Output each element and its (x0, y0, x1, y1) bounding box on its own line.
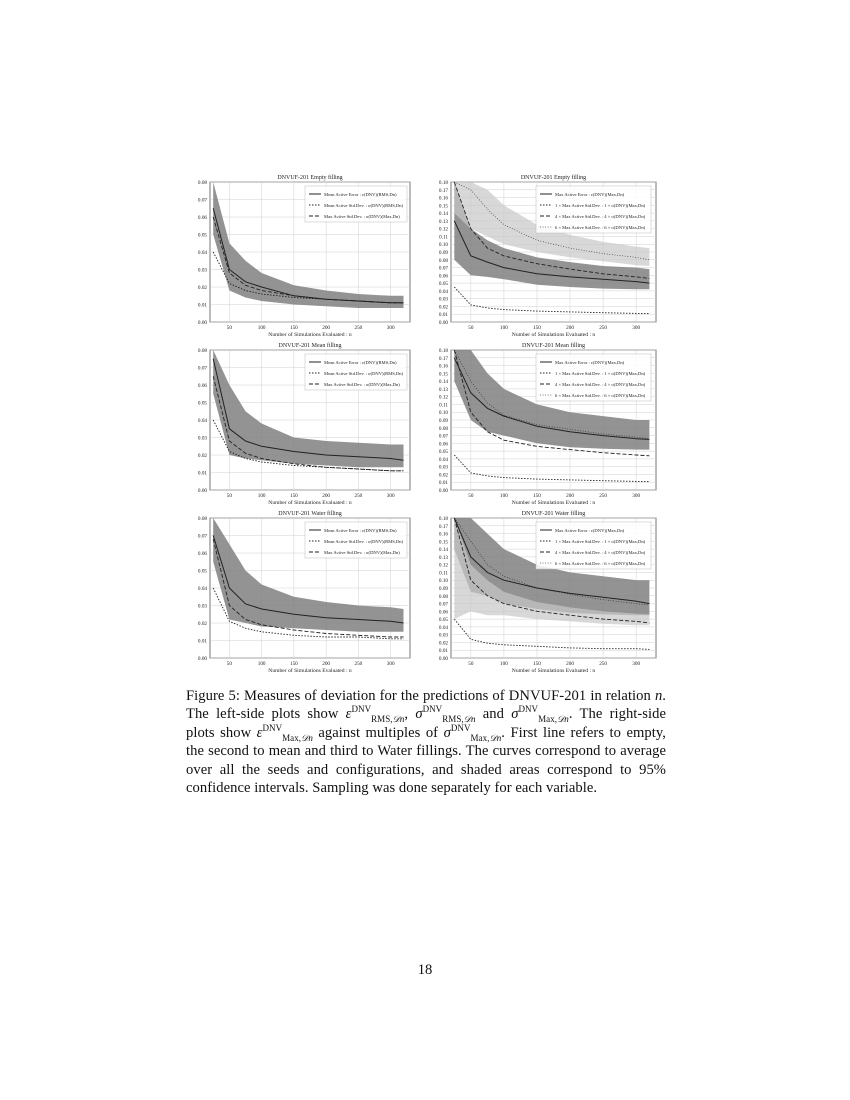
y-tick-label: 0.12 (438, 394, 448, 401)
x-axis-label: Number of Simulations Evaluated : n (511, 500, 596, 506)
x-tick-label: 150 (533, 493, 541, 499)
x-tick-label: 50 (468, 493, 474, 499)
y-tick-label: 0.18 (438, 180, 448, 186)
chart-title: DNVUF-201 Mean filling (278, 343, 342, 349)
y-tick-label: 0.00 (197, 488, 207, 494)
x-tick-label: 150 (289, 493, 298, 499)
x-tick-label: 250 (599, 661, 607, 667)
chart-title: DNVUF-201 Water filling (278, 511, 342, 517)
y-tick-label: 0.05 (197, 232, 207, 239)
y-tick-label: 0.14 (438, 211, 448, 218)
x-tick-label: 250 (354, 661, 363, 667)
chart-title: DNVUF-201 Empty filling (520, 175, 587, 181)
y-tick-label: 0.16 (438, 531, 448, 538)
y-tick-label: 0.06 (197, 215, 207, 221)
x-tick-label: 300 (386, 661, 395, 667)
legend-label: 1 × Max Active Std.Dev. : 1 × σ(DNV)(Max,Dn) (555, 371, 646, 376)
legend-label: 4 × Max Active Std.Dev. : 4 × σ(DNV)(Max,Dn) (555, 382, 646, 387)
legend-label: Mean Active Std.Dev. : σ(DNV)(RMS,Dn) (324, 203, 404, 208)
legend-label: 6 × Max Active Std.Dev. : 6 × σ(DNV)(Max,Dn) (555, 561, 646, 566)
y-tick-label: 0.01 (438, 312, 448, 319)
x-tick-label: 250 (354, 325, 363, 331)
y-tick-label: 0.06 (438, 609, 448, 616)
chart-panel-5 (198, 510, 410, 674)
x-tick-label: 300 (632, 325, 641, 331)
y-tick-label: 0.02 (438, 304, 448, 311)
x-tick-label: 100 (257, 325, 266, 331)
legend-label: 4 × Max Active Std.Dev. : 4 × σ(DNV)(Max,Dn) (555, 550, 646, 555)
y-tick-label: 0.08 (197, 180, 207, 186)
y-tick-label: 0.16 (438, 363, 448, 370)
y-tick-label: 0.13 (438, 554, 448, 561)
y-tick-label: 0.08 (197, 516, 207, 522)
y-tick-label: 0.18 (438, 516, 448, 522)
legend-label: Max Active Std.Dev. : σ(DNV)(Max,Dn) (324, 382, 400, 387)
sigma-max-symbol-2: $\sigma^{DNV}_{Max,𝒟n}$ (443, 722, 502, 743)
legend-label: 6 × Max Active Std.Dev. : 6 × σ(DNV)(Max,Dn) (555, 393, 646, 398)
x-tick-label: 150 (289, 661, 298, 667)
y-tick-label: 0.09 (438, 418, 448, 424)
x-axis-label: Number of Simulations Evaluated : n (268, 332, 352, 338)
chart-title: DNVUF-201 Mean filling (522, 343, 585, 349)
x-tick-label: 250 (354, 493, 363, 499)
x-tick-label: 50 (226, 661, 232, 667)
y-tick-label: 0.07 (438, 265, 448, 272)
legend-label: Max Active Error : ε(DNV)(Max,Dn) (555, 192, 625, 197)
y-tick-label: 0.09 (438, 586, 448, 592)
y-tick-label: 0.15 (438, 539, 448, 546)
x-tick-label: 300 (386, 493, 395, 499)
y-tick-label: 0.05 (197, 568, 207, 575)
y-tick-label: 0.04 (197, 418, 207, 424)
legend-label: Mean Active Std.Dev. : σ(DNV)(RMS,Dn) (324, 539, 404, 544)
y-tick-label: 0.01 (197, 302, 207, 309)
x-tick-label: 200 (566, 661, 574, 667)
y-tick-label: 0.07 (197, 533, 207, 540)
x-tick-label: 250 (599, 493, 607, 499)
y-tick-label: 0.13 (438, 218, 448, 225)
x-tick-label: 200 (322, 325, 331, 331)
legend-label: 4 × Max Active Std.Dev. : 4 × σ(DNV)(Max,Dn) (555, 214, 646, 219)
y-tick-label: 0.18 (438, 348, 448, 354)
x-tick-label: 150 (533, 661, 541, 667)
caption-text-1: Measures of deviation for the predictions of DNVUF-201 in relation (244, 688, 651, 704)
y-tick-label: 0.03 (438, 296, 448, 303)
legend-label: Max Active Std.Dev. : σ(DNV)(Max,Dn) (324, 214, 400, 219)
y-tick-label: 0.01 (197, 638, 207, 645)
x-tick-label: 200 (322, 493, 331, 499)
caption-text-4: to mean and third to Water fillings. The curves correspond to average over all the seeds and configurations, and shaded areas correspond to 95% confidence intervals. Sampling was done separately for each variable. (186, 743, 666, 797)
y-tick-label: 0.03 (197, 267, 207, 274)
y-tick-label: 0.02 (438, 472, 448, 479)
legend-label: Mean Active Error : ε(DNV)(RMS,Dn) (324, 360, 397, 365)
y-tick-label: 0.11 (439, 570, 448, 577)
y-tick-label: 0.15 (438, 203, 448, 210)
y-tick-label: 0.02 (197, 453, 207, 459)
x-tick-label: 200 (322, 661, 331, 667)
y-tick-label: 0.11 (439, 234, 448, 241)
y-tick-label: 0.03 (197, 435, 207, 442)
y-tick-label: 0.00 (438, 488, 448, 494)
y-tick-label: 0.10 (438, 578, 448, 585)
x-tick-label: 100 (257, 661, 266, 667)
legend-label: 1 × Max Active Std.Dev. : 1 × σ(DNV)(Max,Dn) (555, 539, 646, 544)
y-tick-label: 0.00 (197, 320, 207, 326)
x-axis-label: Number of Simulations Evaluated : n (268, 500, 352, 506)
y-tick-label: 0.08 (197, 348, 207, 354)
y-tick-label: 0.01 (438, 648, 448, 655)
y-tick-label: 0.00 (438, 656, 448, 662)
x-tick-label: 300 (632, 493, 641, 499)
caption-text-3a: show (220, 724, 252, 741)
chart-title: DNVUF-201 Water filling (521, 511, 586, 517)
legend-label: Max Active Error : ε(DNV)(Max,Dn) (555, 360, 625, 365)
eps-rms-symbol: $\varepsilon^{DNV}_{RMS,𝒟n}$ (345, 704, 405, 725)
sigma-max-symbol: $\sigma^{DNV}_{Max,𝒟n}$ (511, 704, 569, 725)
x-tick-label: 50 (226, 325, 232, 331)
y-tick-label: 0.11 (439, 402, 448, 409)
chart-panel-1 (198, 174, 410, 338)
y-tick-label: 0.03 (197, 603, 207, 610)
caption-text-3b: against multiples of (318, 724, 439, 741)
y-tick-label: 0.17 (438, 187, 448, 194)
y-tick-label: 0.04 (197, 586, 207, 592)
figure-caption: Figure 5: Measures of deviation for the predictions of DNVUF-201 in relation n. The left-side plots show $\varepsilon^{DNV}_{RMS,𝒟n}$, $\sigma^{DNV}_{RMS,𝒟n}$ and $\sigma^{DNV}_{Max,𝒟n}$. The right-side plots show $\varepsilon^{DNV}_{Max,𝒟n}$ against multiples of $\sigma^{DNV}_{Max,𝒟n}$. First line refers to empty, the second to mean and third to Water fillings. The curves correspond to average over all the seeds and configurations, and shaded areas correspond to 95% confidence intervals. Sampling was done separately for each variable. (186, 688, 667, 797)
x-tick-label: 150 (533, 325, 541, 331)
chart-panel-3 (198, 342, 410, 506)
x-axis-label: Number of Simulations Evaluated : n (511, 668, 596, 674)
y-tick-label: 0.08 (438, 425, 448, 432)
chart-panel-6 (439, 510, 656, 674)
x-tick-label: 100 (500, 493, 508, 499)
x-tick-label: 300 (632, 661, 641, 667)
x-tick-label: 100 (257, 493, 266, 499)
chart-panel-2 (439, 174, 656, 338)
y-tick-label: 0.14 (438, 547, 448, 554)
y-tick-label: 0.05 (438, 449, 448, 456)
legend-label: Mean Active Std.Dev. : σ(DNV)(RMS,Dn) (324, 371, 404, 376)
y-tick-label: 0.05 (197, 400, 207, 407)
x-tick-label: 150 (289, 325, 298, 331)
x-tick-label: 50 (468, 661, 474, 667)
y-tick-label: 0.04 (438, 288, 448, 295)
y-tick-label: 0.03 (438, 632, 448, 639)
legend-label: Mean Active Error : ε(DNV)(RMS,Dn) (324, 528, 397, 533)
x-axis-label: Number of Simulations Evaluated : n (511, 332, 596, 338)
y-tick-label: 0.13 (438, 386, 448, 393)
caption-and: and (482, 706, 504, 723)
y-tick-label: 0.06 (197, 383, 207, 389)
legend-label: Max Active Error : ε(DNV)(Max,Dn) (555, 528, 625, 533)
y-tick-label: 0.05 (438, 281, 448, 288)
y-tick-label: 0.09 (438, 250, 448, 256)
y-tick-label: 0.02 (197, 621, 207, 627)
caption-label: Figure 5: (186, 688, 240, 704)
x-tick-label: 100 (500, 325, 508, 331)
caption-text-3c: . First line refers to empty, the second (186, 724, 666, 760)
y-tick-label: 0.03 (438, 464, 448, 471)
caption-text-2d: . The right-side plots (186, 706, 667, 741)
y-tick-label: 0.06 (438, 441, 448, 448)
y-tick-label: 0.16 (438, 195, 448, 202)
x-tick-label: 50 (468, 325, 474, 331)
y-tick-label: 0.02 (438, 640, 448, 647)
x-axis-label: Number of Simulations Evaluated : n (268, 668, 352, 674)
x-tick-label: 50 (226, 493, 232, 499)
y-tick-label: 0.10 (438, 410, 448, 417)
y-tick-label: 0.08 (438, 593, 448, 600)
chart-panel-4 (439, 342, 656, 506)
legend-label: 1 × Max Active Std.Dev. : 1 × σ(DNV)(Max,Dn) (555, 203, 646, 208)
y-tick-label: 0.01 (438, 480, 448, 487)
x-tick-label: 200 (566, 325, 574, 331)
chart-title: DNVUF-201 Empty filling (277, 175, 343, 181)
y-tick-label: 0.14 (438, 379, 448, 386)
y-tick-label: 0.07 (197, 197, 207, 204)
legend-label: Mean Active Error : ε(DNV)(RMS,Dn) (324, 192, 397, 197)
caption-text-2b: . The left-side plots show (186, 688, 666, 723)
y-tick-label: 0.12 (438, 226, 448, 233)
y-tick-label: 0.08 (438, 257, 448, 264)
y-tick-label: 0.06 (197, 551, 207, 557)
sigma-rms-symbol: $\sigma^{DNV}_{RMS,𝒟n}$ (415, 704, 476, 725)
y-tick-label: 0.15 (438, 371, 448, 378)
y-tick-label: 0.07 (438, 601, 448, 608)
caption-n: n (654, 688, 663, 704)
y-tick-label: 0.07 (438, 433, 448, 440)
y-tick-label: 0.17 (438, 355, 448, 362)
y-tick-label: 0.02 (197, 285, 207, 291)
y-tick-label: 0.05 (438, 617, 448, 624)
y-tick-label: 0.01 (197, 470, 207, 477)
x-tick-label: 250 (599, 325, 607, 331)
page-number: 18 (417, 962, 433, 978)
y-tick-label: 0.07 (197, 365, 207, 372)
y-tick-label: 0.17 (438, 523, 448, 530)
y-tick-label: 0.06 (438, 273, 448, 280)
y-tick-label: 0.04 (438, 456, 448, 463)
y-tick-label: 0.12 (438, 562, 448, 569)
y-tick-label: 0.04 (197, 250, 207, 256)
x-tick-label: 100 (500, 661, 508, 667)
x-tick-label: 200 (566, 493, 574, 499)
y-tick-label: 0.00 (438, 320, 448, 326)
eps-max-symbol: $\varepsilon^{DNV}_{Max,𝒟n}$ (256, 722, 313, 743)
y-tick-label: 0.00 (197, 656, 207, 662)
x-tick-label: 300 (386, 325, 395, 331)
y-tick-label: 0.10 (438, 242, 448, 249)
legend-label: 6 × Max Active Std.Dev. : 6 × σ(DNV)(Max,Dn) (555, 225, 646, 230)
legend-label: Max Active Std.Dev. : σ(DNV)(Max,Dn) (324, 550, 400, 555)
y-tick-label: 0.04 (438, 624, 448, 631)
